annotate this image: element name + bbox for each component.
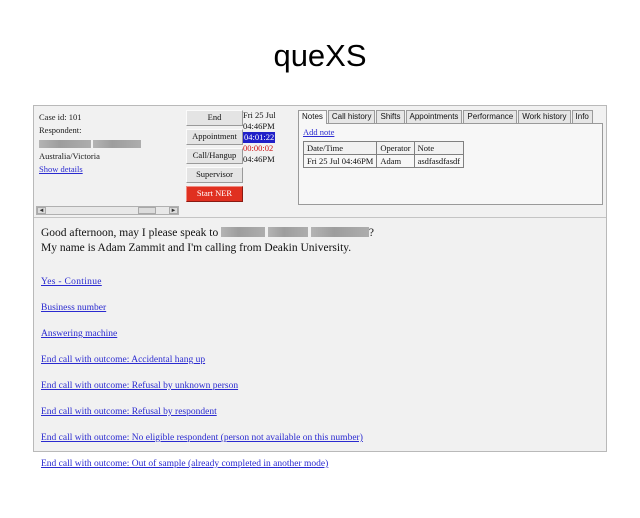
tab-info[interactable]: Info [572,110,593,123]
option-refusal-unknown-person[interactable]: End call with outcome: Refusal by unknown person [41,381,239,391]
script-line-1-suffix: ? [368,227,374,239]
tab-shifts[interactable]: Shifts [376,110,404,123]
tab-work-history[interactable]: Work history [518,110,570,123]
supervisor-button[interactable]: Supervisor [186,167,243,183]
notes-table [303,141,464,168]
scroll-right-arrow-icon[interactable]: ► [170,208,177,214]
redaction-bar [221,227,265,237]
column-header-datetime: Date/Time [304,142,377,155]
start-ner-button[interactable]: Start NER [186,186,243,202]
option-answering-machine[interactable]: Answering machine [41,329,118,339]
cell-datetime: Fri 25 Jul 04:46PM [304,155,377,168]
script-line-2: My name is Adam Zammit and I'm calling from Deakin University. [41,242,352,254]
tab-notes[interactable]: Notes [298,110,327,124]
case-info-panel [39,111,147,176]
top-section [34,106,606,214]
cell-note: asdfasdfasdf [414,155,463,168]
tab-performance[interactable]: Performance [463,110,517,123]
script-options-list [41,271,596,479]
cell-operator: Adam [377,155,414,168]
tab-strip [298,109,603,124]
current-time: 04:46PM [243,121,275,131]
script-panel [34,218,606,469]
option-refusal-by-respondent[interactable]: End call with outcome: Refusal by respondent [41,407,217,417]
option-business-number[interactable]: Business number [41,303,107,313]
add-note-link[interactable]: Add note [303,127,335,137]
horizontal-scrollbar[interactable] [36,206,179,215]
option-no-eligible-respondent[interactable]: End call with outcome: No eligible respondent (person not available on this number) [41,433,363,443]
table-row [304,155,464,168]
column-header-note: Note [414,142,463,155]
scrollbar-thumb[interactable] [138,207,156,214]
appointment-button[interactable]: Appointment [186,129,243,145]
scrollbar-track[interactable] [46,207,169,214]
session-timer: 04:01:22 [244,132,275,142]
option-out-of-sample[interactable]: End call with outcome: Out of sample (already completed in another mode) [41,459,329,469]
table-header-row [304,142,464,155]
respondent-label: Respondent: [39,125,82,135]
quexs-application-window [33,105,607,469]
secondary-time: 04:46PM [243,154,275,164]
action-button-column [186,110,244,205]
call-hangup-button[interactable]: Call/Hangup [186,148,243,164]
redaction-bar [311,227,369,237]
current-date: Fri 25 Jul [243,110,276,120]
case-id-label: Case id: 101 [39,112,82,122]
case-field-strip [39,147,143,156]
show-details-link[interactable]: Show details [39,164,83,174]
call-timer: 00:00:02 [243,143,274,153]
scroll-left-arrow-icon[interactable]: ◄ [38,208,45,214]
end-button[interactable]: End [186,110,243,126]
timer-column [243,110,291,165]
page-title: queXS [273,38,367,73]
script-line-1-prefix: Good afternoon, may I please speak to [41,227,222,239]
tab-call-history[interactable]: Call history [328,110,376,123]
tab-appointments[interactable]: Appointments [406,110,463,123]
column-header-operator: Operator [377,142,414,155]
notes-tab-content [298,124,603,205]
option-yes-continue[interactable]: Yes - Continue [41,277,102,287]
redaction-bar [268,227,308,237]
option-accidental-hangup[interactable]: End call with outcome: Accidental hang up [41,355,206,365]
info-tabs-panel [298,109,603,205]
case-location: Australia/Victoria [39,151,100,161]
script-line-1 [41,226,596,241]
